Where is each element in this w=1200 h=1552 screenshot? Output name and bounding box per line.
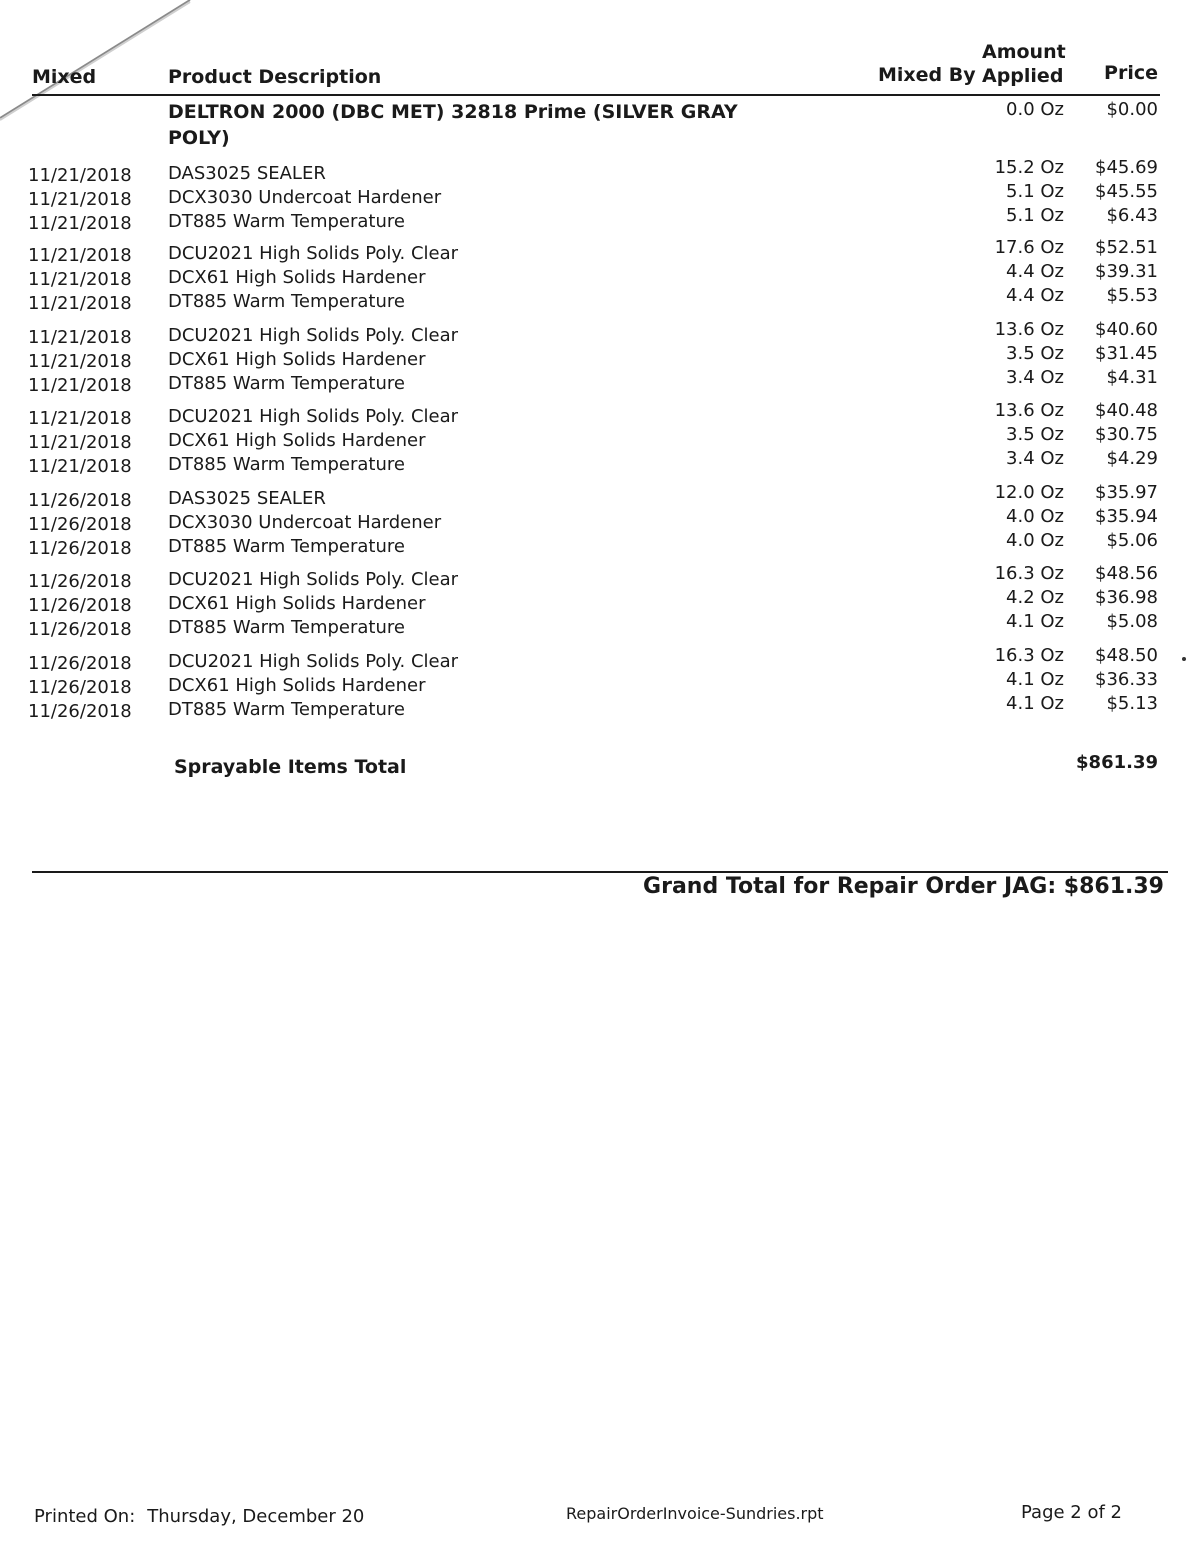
- line-item-row: [0, 181, 1200, 210]
- line-item-row: [0, 669, 1200, 698]
- amount-cell: 4.0 Oz: [1006, 506, 1064, 527]
- amount-cell: 5.1 Oz: [1006, 181, 1064, 202]
- amount-cell: 5.1 Oz: [1006, 205, 1064, 226]
- amount-cell: 12.0 Oz: [994, 482, 1064, 503]
- description-cell: DCX61 High Solids Hardener: [168, 267, 426, 288]
- line-item-row: [0, 400, 1200, 429]
- line-item-row: [0, 205, 1200, 234]
- date-mixed-cell: 11/26/2018: [28, 571, 132, 592]
- price-cell: $40.60: [1095, 319, 1158, 340]
- date-mixed-cell: 11/26/2018: [28, 490, 132, 511]
- amount-cell: 4.0 Oz: [1006, 530, 1064, 551]
- item-group: [0, 157, 1200, 234]
- description-cell: DCX61 High Solids Hardener: [168, 430, 426, 451]
- line-item-row: [0, 482, 1200, 511]
- description-cell: DCU2021 High Solids Poly. Clear: [168, 325, 459, 346]
- description-cell: DCU2021 High Solids Poly. Clear: [168, 406, 459, 427]
- amount-cell: 4.1 Oz: [1006, 611, 1064, 632]
- line-item-row: [0, 563, 1200, 592]
- date-mixed-cell: 11/21/2018: [28, 456, 132, 477]
- price-cell: $39.31: [1095, 261, 1158, 282]
- description-cell: DAS3025 SEALER: [168, 488, 326, 509]
- description-cell: DCU2021 High Solids Poly. Clear: [168, 569, 459, 590]
- description-cell: DT885 Warm Temperature: [168, 454, 405, 475]
- line-item-row: [0, 448, 1200, 477]
- item-group: [0, 563, 1200, 640]
- line-item-row: [0, 285, 1200, 314]
- printed-on-label: Printed On:: [34, 1506, 136, 1527]
- date-mixed-cell: 11/26/2018: [28, 619, 132, 640]
- item-group: [0, 237, 1200, 314]
- date-mixed-cell: 11/21/2018: [28, 327, 132, 348]
- description-cell: DT885 Warm Temperature: [168, 211, 405, 232]
- price-cell: $48.56: [1095, 563, 1158, 584]
- price-cell: $40.48: [1095, 400, 1158, 421]
- item-group: [0, 645, 1200, 722]
- price-cell: $52.51: [1095, 237, 1158, 258]
- date-mixed-cell: 11/26/2018: [28, 538, 132, 559]
- amount-cell: 17.6 Oz: [994, 237, 1064, 258]
- price-cell: $36.33: [1095, 669, 1158, 690]
- amount-cell: 16.3 Oz: [994, 645, 1064, 666]
- date-mixed-cell: 11/21/2018: [28, 213, 132, 234]
- description-cell: DAS3025 SEALER: [168, 163, 326, 184]
- date-mixed-cell: 11/26/2018: [28, 653, 132, 674]
- date-mixed-cell: 11/21/2018: [28, 375, 132, 396]
- column-header-date-mixed: Mixed: [32, 66, 97, 88]
- total-divider: [32, 871, 1168, 873]
- line-item-row: [0, 157, 1200, 186]
- line-item-row: [0, 424, 1200, 453]
- date-mixed-cell: 11/21/2018: [28, 189, 132, 210]
- sprayable-items-total-value: $861.39: [1076, 752, 1158, 773]
- date-mixed-cell: 11/26/2018: [28, 514, 132, 535]
- description-cell: DCX61 High Solids Hardener: [168, 349, 426, 370]
- date-mixed-cell: 11/26/2018: [28, 701, 132, 722]
- description-cell: DCU2021 High Solids Poly. Clear: [168, 651, 459, 672]
- header-divider: [32, 94, 1160, 96]
- description-cell: DCX3030 Undercoat Hardener: [168, 512, 442, 533]
- description-cell: DCX61 High Solids Hardener: [168, 675, 426, 696]
- amount-cell: 15.2 Oz: [994, 157, 1064, 178]
- description-cell: DT885 Warm Temperature: [168, 699, 405, 720]
- date-mixed-cell: 11/26/2018: [28, 595, 132, 616]
- amount-cell: 4.4 Oz: [1006, 285, 1064, 306]
- pigment-description: DELTRON 2000 (DBC MET) 32818 Prime (SILVER GRAY POLY): [168, 101, 738, 149]
- description-cell: DCX61 High Solids Hardener: [168, 593, 426, 614]
- item-group: [0, 400, 1200, 477]
- amount-cell: 4.1 Oz: [1006, 669, 1064, 690]
- line-item-row: [0, 645, 1200, 674]
- line-item-row: [0, 506, 1200, 535]
- pigment-price: $0.00: [1106, 99, 1158, 120]
- description-cell: DT885 Warm Temperature: [168, 291, 405, 312]
- amount-cell: 4.1 Oz: [1006, 693, 1064, 714]
- line-item-row: [0, 319, 1200, 348]
- amount-cell: 4.2 Oz: [1006, 587, 1064, 608]
- date-mixed-cell: 11/21/2018: [28, 351, 132, 372]
- amount-header-line1: Amount: [982, 41, 1066, 63]
- item-group: [0, 319, 1200, 396]
- price-cell: $31.45: [1095, 343, 1158, 364]
- price-cell: $4.29: [1106, 448, 1158, 469]
- date-mixed-cell: 11/26/2018: [28, 677, 132, 698]
- date-mixed-cell: 11/21/2018: [28, 245, 132, 266]
- column-header-product-description: Product Description: [168, 66, 382, 88]
- price-cell: $5.08: [1106, 611, 1158, 632]
- description-cell: DT885 Warm Temperature: [168, 373, 405, 394]
- description-cell: DT885 Warm Temperature: [168, 536, 405, 557]
- amount-cell: 13.6 Oz: [994, 319, 1064, 340]
- item-group: [0, 482, 1200, 559]
- price-cell: $5.53: [1106, 285, 1158, 306]
- printed-on: [34, 1506, 364, 1527]
- column-header-price: Price: [1104, 62, 1158, 84]
- date-mixed-cell: 11/21/2018: [28, 165, 132, 186]
- amount-cell: 3.5 Oz: [1006, 424, 1064, 445]
- line-item-row: [0, 530, 1200, 559]
- date-mixed-cell: 11/21/2018: [28, 408, 132, 429]
- amount-header-line2: Applied: [982, 65, 1064, 87]
- report-filename: RepairOrderInvoice-Sundries.rpt: [566, 1504, 824, 1523]
- description-cell: DCU2021 High Solids Poly. Clear: [168, 243, 459, 264]
- line-item-row: [0, 261, 1200, 290]
- price-cell: $5.06: [1106, 530, 1158, 551]
- amount-cell: 3.4 Oz: [1006, 448, 1064, 469]
- amount-cell: 3.5 Oz: [1006, 343, 1064, 364]
- sprayable-items-total-label: Sprayable Items Total: [174, 756, 407, 778]
- line-item-row: [0, 367, 1200, 396]
- line-item-row: [0, 343, 1200, 372]
- line-item-row: [0, 237, 1200, 266]
- price-cell: $36.98: [1095, 587, 1158, 608]
- pigment-amount: 0.0 Oz: [1006, 99, 1064, 120]
- printed-on-value: Thursday, December 20: [147, 1506, 365, 1527]
- price-cell: $35.97: [1095, 482, 1158, 503]
- scan-speck: [1182, 657, 1186, 661]
- price-cell: $6.43: [1106, 205, 1158, 226]
- price-cell: $45.55: [1095, 181, 1158, 202]
- price-cell: $35.94: [1095, 506, 1158, 527]
- line-item-row: [0, 587, 1200, 616]
- line-item-row: [0, 693, 1200, 722]
- price-cell: $5.13: [1106, 693, 1158, 714]
- amount-cell: 3.4 Oz: [1006, 367, 1064, 388]
- line-item-row: [0, 611, 1200, 640]
- amount-cell: 13.6 Oz: [994, 400, 1064, 421]
- price-cell: $30.75: [1095, 424, 1158, 445]
- date-mixed-cell: 11/21/2018: [28, 293, 132, 314]
- price-cell: $48.50: [1095, 645, 1158, 666]
- amount-cell: 4.4 Oz: [1006, 261, 1064, 282]
- grand-total: Grand Total for Repair Order JAG: $861.39: [643, 874, 1164, 899]
- amount-cell: 16.3 Oz: [994, 563, 1064, 584]
- date-mixed-cell: 11/21/2018: [28, 432, 132, 453]
- page-number: Page 2 of 2: [1021, 1502, 1122, 1523]
- price-cell: $4.31: [1106, 367, 1158, 388]
- description-cell: DT885 Warm Temperature: [168, 617, 405, 638]
- column-header-amount-applied: [982, 40, 1066, 88]
- description-cell: DCX3030 Undercoat Hardener: [168, 187, 442, 208]
- column-header-mixed-by: Mixed By: [878, 64, 976, 86]
- date-mixed-cell: 11/21/2018: [28, 269, 132, 290]
- price-cell: $45.69: [1095, 157, 1158, 178]
